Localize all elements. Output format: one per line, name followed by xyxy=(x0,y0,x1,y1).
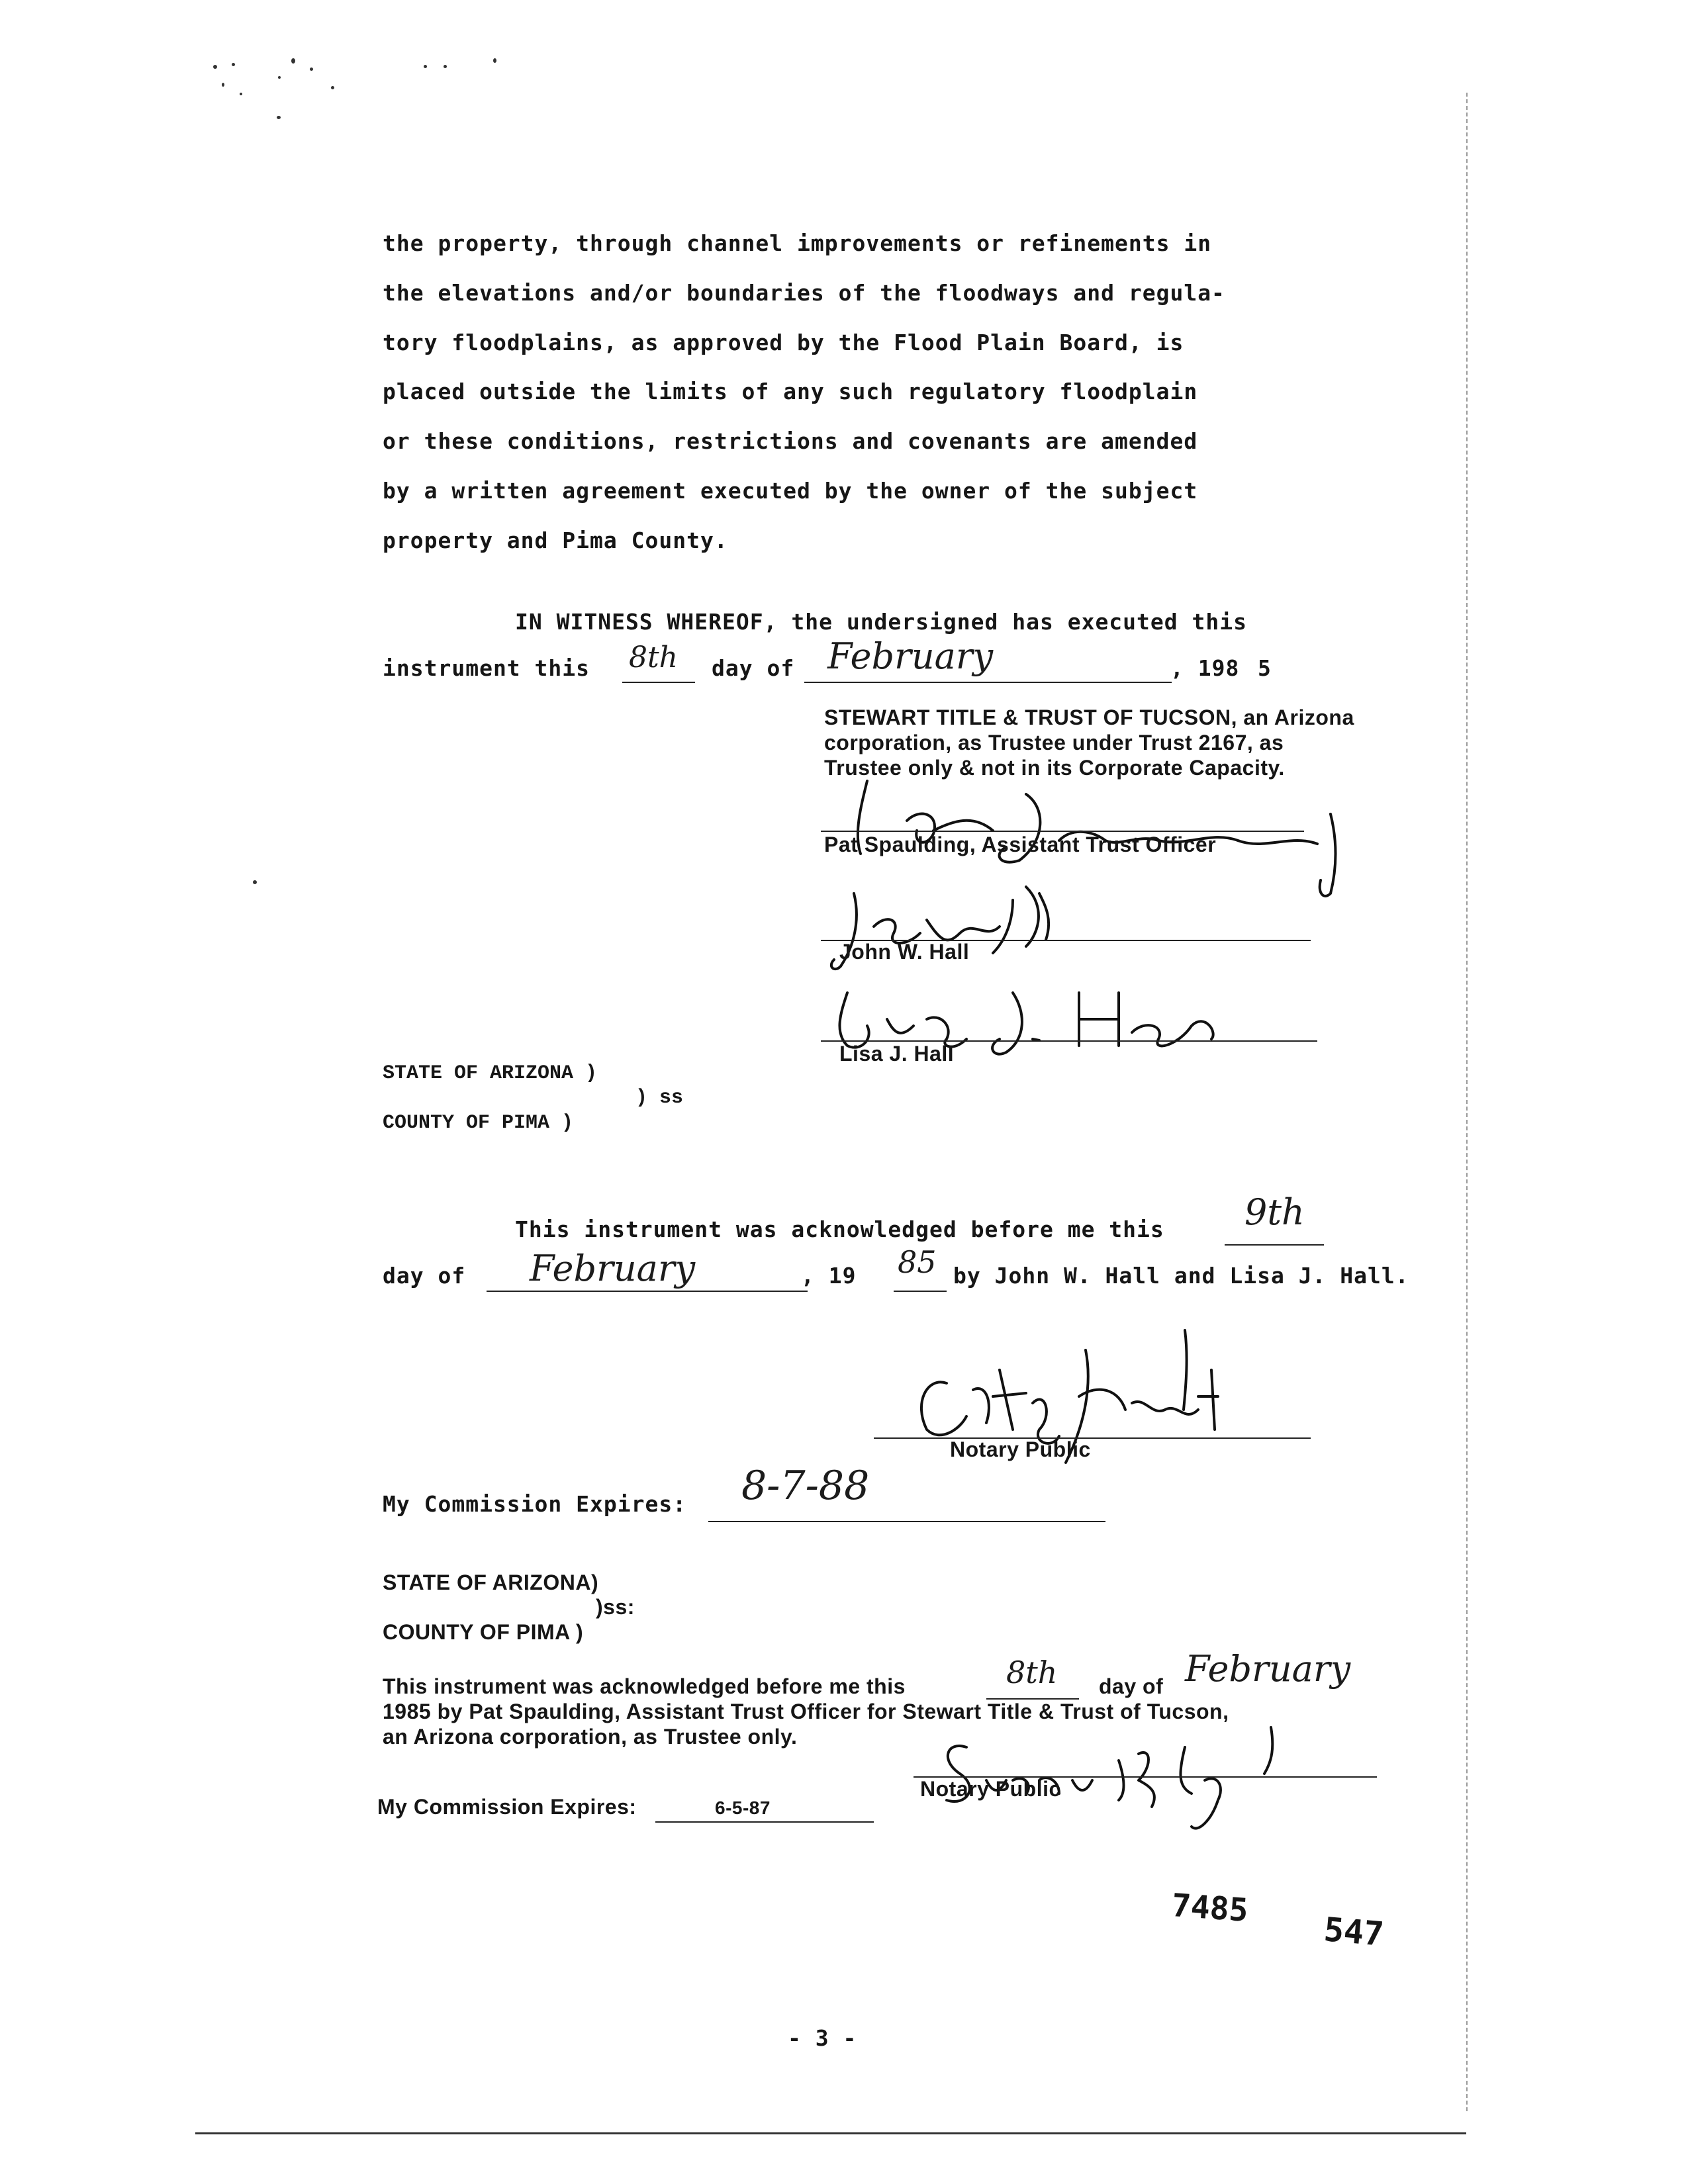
ack-2-day-of: day of xyxy=(1099,1674,1164,1698)
handwritten-ack-year: 85 xyxy=(898,1244,937,1280)
handwritten-month: February xyxy=(827,635,994,677)
ack-year-prefix: , 19 xyxy=(801,1263,857,1289)
notary-1-signature-line xyxy=(874,1437,1311,1439)
venue-2-county: COUNTY OF PIMA ) xyxy=(383,1620,584,1644)
ack-line-2-suffix: by John W. Hall and Lisa J. Hall. xyxy=(953,1263,1409,1289)
ack-year-blank xyxy=(894,1291,947,1292)
handwritten-day: 8th xyxy=(629,641,679,674)
commission-2-label: My Commission Expires: xyxy=(377,1795,637,1819)
body-line: tory floodplains, as approved by the Flood Plain Board, is xyxy=(383,330,1184,355)
ack-2-line-2: 1985 by Pat Spaulding, Assistant Trust Officer for Stewart Title & Trust of Tucson, xyxy=(383,1700,1229,1723)
ack-2-line-3: an Arizona corporation, as Trustee only. xyxy=(383,1725,798,1749)
pat-signature-line xyxy=(821,831,1304,832)
ack-month-blank xyxy=(487,1291,808,1292)
trustee-line: STEWART TITLE & TRUST OF TUCSON, an Arizona xyxy=(824,705,1354,729)
bottom-edge-rule xyxy=(195,2132,1466,2134)
venue-county: COUNTY OF PIMA ) xyxy=(383,1112,574,1134)
handwritten-ack-month: February xyxy=(530,1248,696,1289)
body-line: property and Pima County. xyxy=(383,527,728,553)
handwritten-ack-2-day: 8th xyxy=(1006,1655,1058,1690)
handwritten-year-digit: 5 xyxy=(1258,655,1272,681)
witness-line-2-prefix: instrument this xyxy=(383,655,590,681)
ack-day-of: day of xyxy=(383,1263,466,1289)
handwritten-ack-2-month: February xyxy=(1185,1648,1351,1690)
venue-ss: ) ss xyxy=(635,1087,684,1109)
notary-2-label: Notary Public xyxy=(920,1777,1061,1801)
witness-day-of: day of xyxy=(712,655,795,681)
witness-year-prefix: , 198 xyxy=(1170,655,1240,681)
ack-2-line-1: This instrument was acknowledged before me this xyxy=(383,1674,906,1698)
witness-line-1: IN WITNESS WHEREOF, the undersigned has executed this xyxy=(515,609,1247,635)
body-line: by a written agreement executed by the owner of the subject xyxy=(383,478,1198,504)
body-line: placed outside the limits of any such regulatory floodplain xyxy=(383,379,1198,404)
day-blank xyxy=(622,682,695,683)
month-blank xyxy=(804,682,1172,683)
john-hall-signature xyxy=(827,880,1125,986)
commission-1-label: My Commission Expires: xyxy=(383,1491,687,1517)
commission-2-blank xyxy=(655,1821,874,1823)
body-line: the elevations and/or boundaries of the floodways and regula- xyxy=(383,280,1225,306)
trustee-line: corporation, as Trustee under Trust 2167, as xyxy=(824,731,1284,754)
lisa-signatory-name: Lisa J. Hall xyxy=(839,1042,955,1066)
handwritten-commission-1: 8-7-88 xyxy=(741,1463,870,1509)
handwritten-ack-day: 9th xyxy=(1244,1191,1305,1233)
page-stamp-number: 547 xyxy=(1322,1910,1385,1954)
notary-1-label: Notary Public xyxy=(950,1437,1091,1461)
venue-2-state: STATE OF ARIZONA) xyxy=(383,1570,599,1594)
notary-1-signature xyxy=(887,1330,1258,1496)
body-line: or these conditions, restrictions and covenants are amended xyxy=(383,428,1198,454)
venue-state: STATE OF ARIZONA ) xyxy=(383,1062,598,1085)
commission-1-blank xyxy=(708,1521,1105,1522)
page-number: - 3 - xyxy=(788,2025,857,2051)
pat-signatory-name: Pat Spaulding, Assistant Trust Officer xyxy=(824,833,1217,856)
ack-line-1: This instrument was acknowledged before me this xyxy=(515,1216,1164,1242)
ack-day-blank xyxy=(1225,1244,1324,1246)
right-scan-edge xyxy=(1466,93,1469,2111)
venue-2-ss: )ss: xyxy=(596,1595,635,1619)
john-signatory-name: John W. Hall xyxy=(839,940,970,964)
docket-number: 7485 xyxy=(1170,1887,1250,1929)
trustee-line: Trustee only & not in its Corporate Capacity. xyxy=(824,756,1285,780)
commission-2-value: 6-5-87 xyxy=(715,1797,771,1818)
body-line: the property, through channel improvements or refinements in xyxy=(383,230,1212,256)
